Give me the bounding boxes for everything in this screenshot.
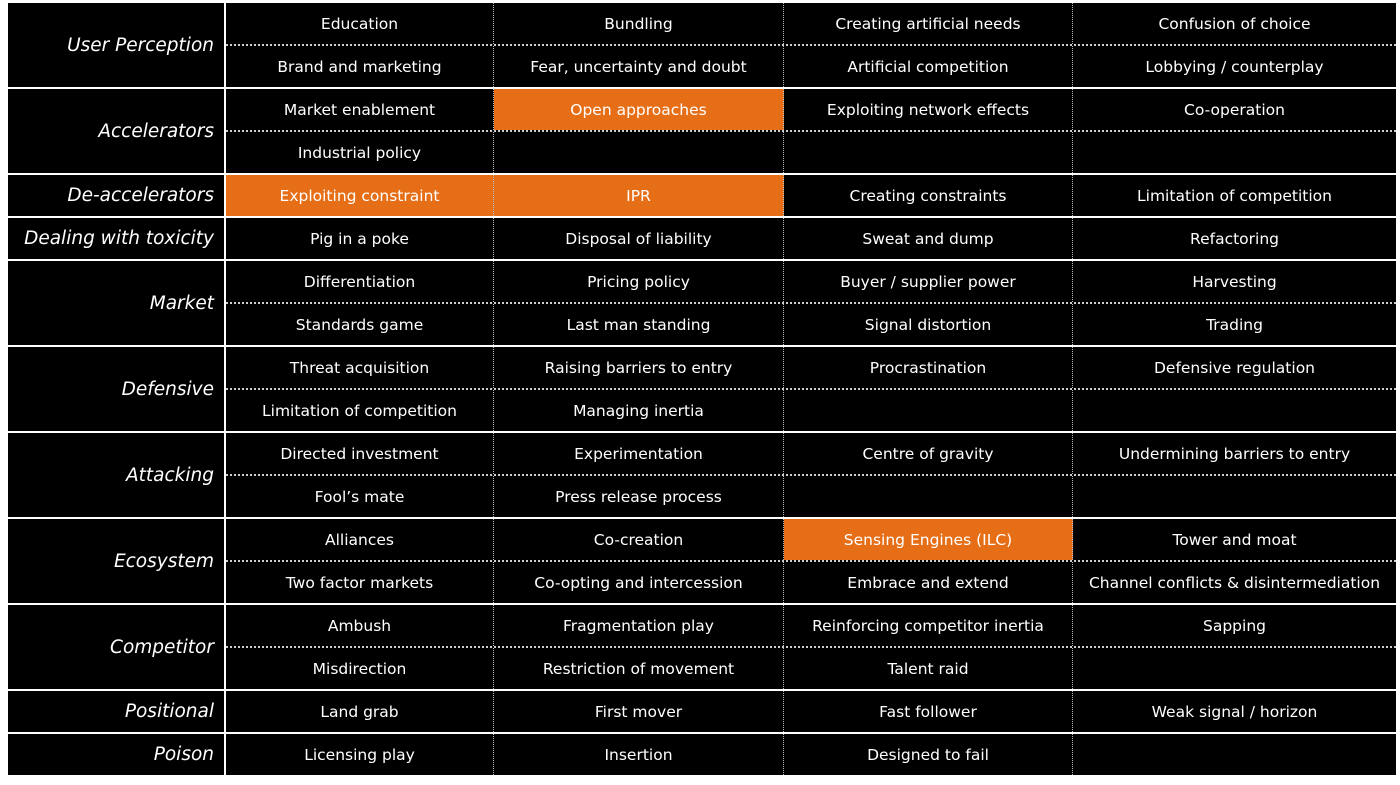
play-cell-talent-raid: Talent raid [784,648,1073,689]
play-cell-bundling: Bundling [494,3,784,44]
category-label: Attacking [8,433,226,517]
category-accelerators [8,89,1396,175]
play-cell-embrace-and-extend: Embrace and extend [784,562,1073,603]
category-market [8,261,1396,347]
empty-cell [1073,476,1396,517]
category-label: Dealing with toxicity [8,218,226,259]
category-poison [8,734,1396,777]
category-rows [226,605,1396,689]
play-cell-fast-follower: Fast follower [784,691,1073,732]
play-cell-restriction-of-movement: Restriction of movement [494,648,784,689]
category-label: Poison [8,734,226,775]
category-label: Positional [8,691,226,732]
play-cell-undermining-barriers-to-entry: Undermining barriers to entry [1118,444,1351,463]
play-cell-refactoring: Refactoring [1190,229,1279,248]
empty-cell [1073,390,1396,431]
category-label: Market [8,261,226,345]
category-rows [226,261,1396,345]
play-cell-directed-investment: Directed investment [226,433,494,474]
play-cell-land-grab: Land grab [226,691,494,732]
play-cell-lobbying-counterplay: Lobbying / counterplay [1145,57,1324,76]
play-cell-fool-s-mate: Fool’s mate [226,476,494,517]
play-cell-experimentation: Experimentation [494,433,784,474]
play-cell-confusion-of-choice: Confusion of choice [1158,14,1311,33]
play-cell-open-approaches: Open approaches [494,89,784,130]
play-cell-alliances: Alliances [226,519,494,560]
category-attacking [8,433,1396,519]
play-cell-last-man-standing: Last man standing [494,304,784,345]
play-cell-co-opting-and-intercession: Co-opting and intercession [494,562,784,603]
play-cell-fear-uncertainty-and-doubt: Fear, uncertainty and doubt [494,46,784,87]
table-row [226,433,1396,474]
play-cell-co-operation: Co-operation [1184,100,1285,119]
empty-cell [494,132,784,173]
play-cell-insertion: Insertion [494,734,784,775]
category-label: User Perception [8,3,226,87]
empty-cell [784,132,1073,173]
play-cell-ipr: IPR [494,175,784,216]
play-cell-harvesting: Harvesting [1192,272,1277,291]
play-cell-differentiation: Differentiation [226,261,494,302]
play-cell-disposal-of-liability: Disposal of liability [494,218,784,259]
table-row [226,519,1396,560]
table-row [226,130,1396,173]
category-user-perception [8,3,1396,89]
play-cell-fragmentation-play: Fragmentation play [494,605,784,646]
category-label: Competitor [8,605,226,689]
play-cell-artificial-competition: Artificial competition [784,46,1073,87]
play-cell-buyer-supplier-power: Buyer / supplier power [784,261,1073,302]
play-cell-brand-and-marketing: Brand and marketing [226,46,494,87]
play-cell-exploiting-constraint: Exploiting constraint [226,175,494,216]
category-label: De-accelerators [8,175,226,216]
category-competitor [8,605,1396,691]
table-row [226,218,1396,259]
category-label: Ecosystem [8,519,226,603]
category-rows [226,89,1396,173]
play-cell-limitation-of-competition: Limitation of competition [1137,186,1332,205]
play-cell-centre-of-gravity: Centre of gravity [784,433,1073,474]
category-rows [226,433,1396,517]
table-row [226,646,1396,689]
play-cell-first-mover: First mover [494,691,784,732]
play-cell-trading: Trading [1206,315,1263,334]
play-cell-ambush: Ambush [226,605,494,646]
empty-cell [1073,648,1396,689]
category-rows [226,175,1396,216]
table-row [226,388,1396,431]
play-cell-sweat-and-dump: Sweat and dump [784,218,1073,259]
play-cell-designed-to-fail: Designed to fail [784,734,1073,775]
play-cell-misdirection: Misdirection [226,648,494,689]
empty-cell [784,476,1073,517]
gameplay-table [8,3,1396,777]
play-cell-reinforcing-competitor-inertia: Reinforcing competitor inertia [784,605,1073,646]
category-defensive [8,347,1396,433]
play-cell-market-enablement: Market enablement [226,89,494,130]
play-cell-managing-inertia: Managing inertia [494,390,784,431]
category-rows [226,691,1396,732]
table-row [226,560,1396,603]
play-cell-co-creation: Co-creation [494,519,784,560]
play-cell-standards-game: Standards game [226,304,494,345]
table-row [226,734,1396,775]
play-cell-two-factor-markets: Two factor markets [226,562,494,603]
empty-cell [1073,132,1396,173]
play-cell-limitation-of-competition: Limitation of competition [226,390,494,431]
table-row [226,44,1396,87]
empty-cell [1073,734,1396,775]
empty-cell [784,390,1073,431]
category-rows [226,218,1396,259]
table-row [226,89,1396,130]
table-row [226,474,1396,517]
table-row [226,691,1396,732]
play-cell-weak-signal-horizon: Weak signal / horizon [1151,702,1318,721]
category-rows [226,3,1396,87]
category-ecosystem [8,519,1396,605]
play-cell-pig-in-a-poke: Pig in a poke [226,218,494,259]
play-cell-industrial-policy: Industrial policy [226,132,494,173]
table-row [226,605,1396,646]
play-cell-creating-artificial-needs: Creating artificial needs [784,3,1073,44]
category-rows [226,734,1396,775]
play-cell-raising-barriers-to-entry: Raising barriers to entry [494,347,784,388]
table-row [226,3,1396,44]
category-label: Accelerators [8,89,226,173]
play-cell-sapping: Sapping [1203,616,1266,635]
play-cell-creating-constraints: Creating constraints [784,175,1073,216]
category-label: Defensive [8,347,226,431]
play-cell-channel-conflicts-disintermediation: Channel conflicts & disintermediation [1088,573,1381,592]
play-cell-exploiting-network-effects: Exploiting network effects [784,89,1073,130]
table-row [226,347,1396,388]
category-rows [226,519,1396,603]
play-cell-procrastination: Procrastination [784,347,1073,388]
category-rows [226,347,1396,431]
play-cell-licensing-play: Licensing play [226,734,494,775]
table-row [226,302,1396,345]
category-de-accelerators [8,175,1396,218]
table-row [226,175,1396,216]
play-cell-press-release-process: Press release process [494,476,784,517]
category-positional [8,691,1396,734]
play-cell-signal-distortion: Signal distortion [784,304,1073,345]
play-cell-education: Education [226,3,494,44]
play-cell-sensing-engines-ilc: Sensing Engines (ILC) [784,519,1073,560]
play-cell-defensive-regulation: Defensive regulation [1153,358,1316,377]
play-cell-tower-and-moat: Tower and moat [1172,530,1297,549]
play-cell-threat-acquisition: Threat acquisition [226,347,494,388]
category-dealing-with-toxicity [8,218,1396,261]
play-cell-pricing-policy: Pricing policy [494,261,784,302]
table-row [226,261,1396,302]
